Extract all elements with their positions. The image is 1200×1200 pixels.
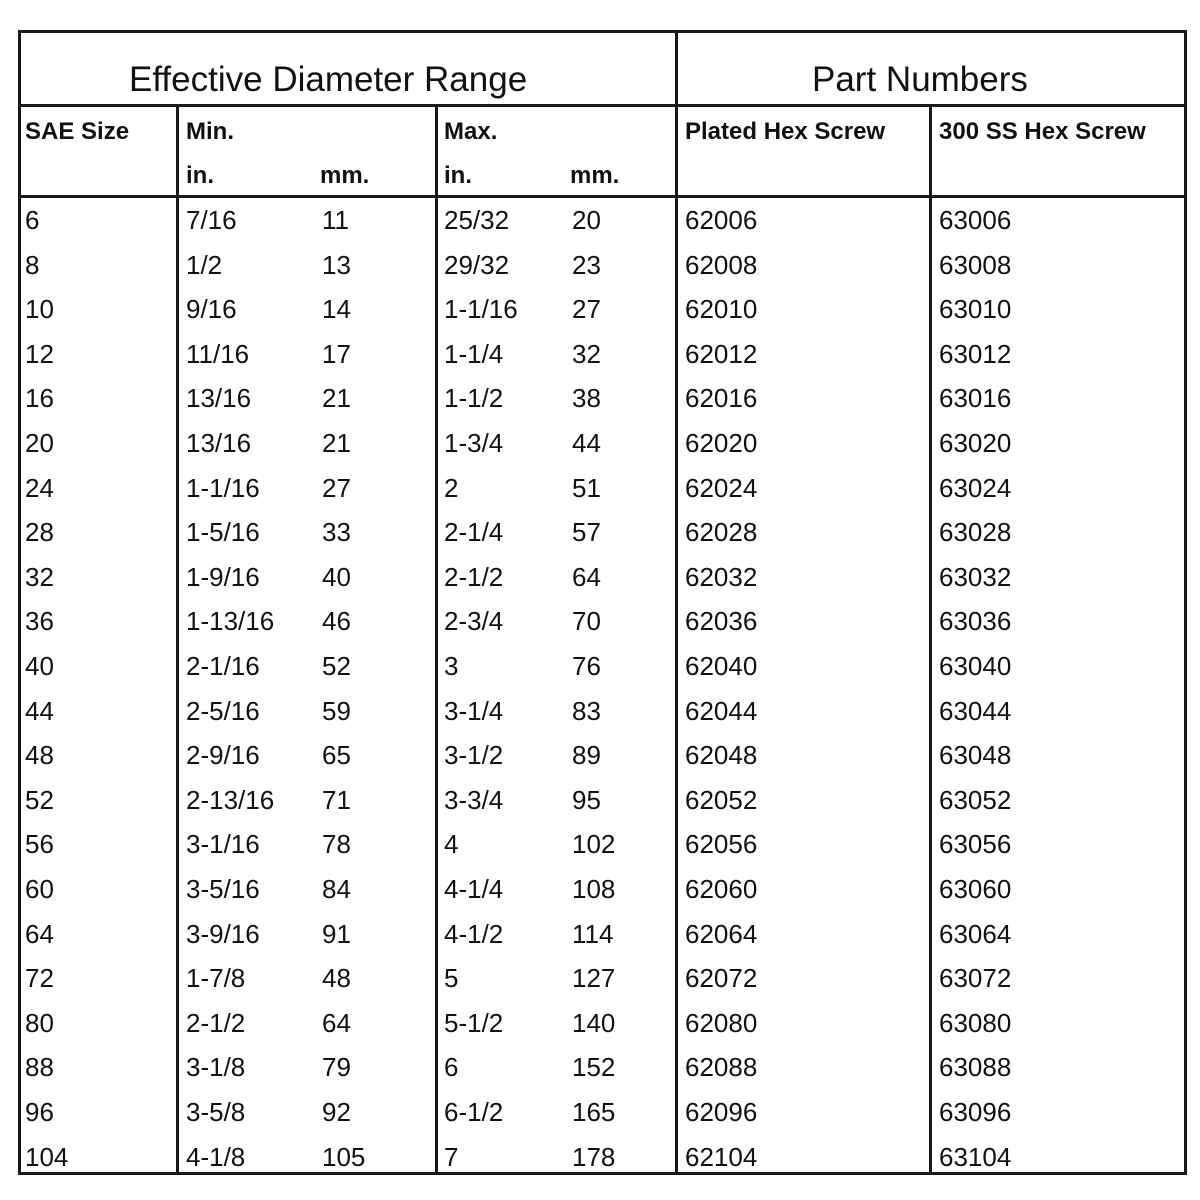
table-cell-min_mm: 14	[322, 294, 351, 325]
table-cell-min_in: 2-5/16	[186, 695, 260, 726]
table-cell-max_in: 1-1/4	[444, 338, 504, 369]
table-cell-min_mm: 84	[322, 874, 351, 904]
table-cell-plated: 62016	[685, 383, 758, 414]
table-cell-min_mm: 71	[322, 784, 351, 815]
table-cell-min_mm: 65	[322, 740, 351, 771]
table-bottom-border	[18, 1172, 1187, 1175]
table-cell-ss: 63016	[939, 383, 1012, 414]
group-header-part-numbers: Part Numbers	[812, 60, 1028, 99]
table-cell-min_mm: 21	[322, 383, 351, 414]
table-cell-min_mm: 46	[322, 606, 351, 637]
table-cell-max_mm: 83	[572, 695, 601, 726]
table-cell-max_mm: 44	[572, 428, 601, 458]
table-cell-min_in: 9/16	[186, 294, 237, 325]
table-cell-sae_size: 40	[25, 651, 54, 681]
table-cell-plated: 62044	[685, 695, 758, 726]
table-cell-sae_size: 104	[25, 1141, 69, 1172]
table-cell-min_in: 2-13/16	[186, 784, 275, 815]
table-cell-plated: 62010	[685, 294, 758, 325]
table-cell-plated: 62032	[685, 561, 758, 592]
table-cell-max_in: 4	[444, 829, 459, 860]
table-cell-min_mm: 48	[322, 963, 351, 994]
table-cell-max_mm: 20	[572, 205, 601, 235]
table-cell-max_mm: 102	[572, 829, 616, 860]
table-cell-max_mm: 89	[572, 740, 601, 771]
table-cell-plated: 62064	[685, 918, 758, 949]
table-cell-plated: 62036	[685, 606, 758, 637]
table-cell-sae_size: 32	[25, 561, 54, 592]
table-cell-ss: 63064	[939, 918, 1012, 949]
table-cell-min_in: 3-1/16	[186, 829, 260, 860]
table-cell-max_mm: 178	[572, 1141, 616, 1172]
table-cell-min_mm: 92	[322, 1097, 351, 1127]
table-cell-plated: 62080	[685, 1007, 758, 1038]
table-cell-plated: 62040	[685, 651, 758, 681]
table-cell-sae_size: 44	[25, 695, 54, 726]
table-cell-max_in: 2-3/4	[444, 606, 504, 637]
table-cell-min_in: 1-9/16	[186, 561, 260, 592]
table-cell-max_mm: 57	[572, 517, 601, 548]
table-cell-ss: 63012	[939, 338, 1012, 369]
table-cell-min_mm: 52	[322, 651, 351, 681]
table-cell-ss: 63056	[939, 829, 1012, 860]
table-cell-max_in: 1-3/4	[444, 428, 504, 458]
column-subheader-max-mm: mm.	[570, 162, 620, 189]
table-cell-plated: 62006	[685, 205, 758, 235]
table-cell-min_in: 1-7/8	[186, 963, 246, 994]
table-cell-max_in: 6-1/2	[444, 1097, 504, 1127]
table-cell-min_in: 3-5/8	[186, 1097, 246, 1127]
table-cell-max_mm: 51	[572, 472, 601, 503]
table-cell-sae_size: 12	[25, 338, 54, 369]
table-cell-max_in: 4-1/2	[444, 918, 504, 949]
table-cell-max_in: 3-3/4	[444, 784, 504, 815]
column-divider-min-max	[435, 106, 438, 1175]
table-cell-min_in: 11/16	[186, 338, 250, 369]
table-cell-ss: 63006	[939, 205, 1012, 235]
table-cell-max_mm: 23	[572, 249, 601, 280]
table-cell-plated: 62072	[685, 963, 758, 994]
table-cell-max_mm: 108	[572, 874, 616, 904]
table-cell-sae_size: 24	[25, 472, 54, 503]
column-subheader-min-mm: mm.	[320, 162, 370, 189]
column-divider-plated-ss	[929, 106, 932, 1175]
table-cell-min_in: 3-5/16	[186, 874, 260, 904]
table-cell-min_in: 13/16	[186, 428, 252, 458]
table-cell-plated: 62008	[685, 249, 758, 280]
table-cell-plated: 62056	[685, 829, 758, 860]
table-cell-max_in: 4-1/4	[444, 874, 504, 904]
table-cell-max_in: 1-1/2	[444, 383, 504, 414]
table-cell-min_mm: 78	[322, 829, 351, 860]
column-divider-sae-min	[176, 106, 179, 1175]
table-cell-max_mm: 165	[572, 1097, 616, 1127]
table-cell-ss: 63048	[939, 740, 1012, 771]
table-cell-ss: 63020	[939, 428, 1012, 458]
group-header-divider	[18, 104, 1187, 107]
table-cell-min_in: 1-1/16	[186, 472, 260, 503]
column-header-divider	[18, 195, 1187, 198]
table-cell-ss: 63008	[939, 249, 1012, 280]
table-cell-plated: 62024	[685, 472, 758, 503]
table-cell-sae_size: 6	[25, 205, 40, 235]
table-cell-ss: 63088	[939, 1052, 1012, 1083]
table-cell-min_in: 2-1/16	[186, 651, 260, 681]
table-cell-ss: 63028	[939, 517, 1012, 548]
table-cell-max_in: 2	[444, 472, 459, 503]
table-cell-min_in: 1/2	[186, 249, 223, 280]
table-cell-max_in: 25/32	[444, 205, 510, 235]
column-header-sae-size: SAE Size	[25, 118, 130, 145]
table-cell-plated: 62020	[685, 428, 758, 458]
table-cell-plated: 62096	[685, 1097, 758, 1127]
column-header-300-ss-hex-screw: 300 SS Hex Screw	[939, 118, 1146, 145]
table-cell-sae_size: 36	[25, 606, 54, 637]
table-cell-sae_size: 88	[25, 1052, 54, 1083]
table-cell-plated: 62088	[685, 1052, 758, 1083]
table-cell-sae_size: 20	[25, 428, 54, 458]
table-cell-plated: 62048	[685, 740, 758, 771]
table-cell-ss: 63032	[939, 561, 1012, 592]
table-cell-ss: 63052	[939, 784, 1012, 815]
table-cell-min_in: 3-1/8	[186, 1052, 246, 1083]
table-cell-max_in: 29/32	[444, 249, 510, 280]
table-cell-max_mm: 114	[572, 918, 614, 949]
table-cell-sae_size: 60	[25, 874, 54, 904]
table-cell-max_in: 5	[444, 963, 459, 994]
table-cell-plated: 62028	[685, 517, 758, 548]
table-cell-min_in: 2-1/2	[186, 1007, 246, 1038]
table-cell-min_mm: 64	[322, 1007, 351, 1038]
table-cell-min_in: 1-13/16	[186, 606, 275, 637]
table-cell-min_in: 4-1/8	[186, 1141, 246, 1172]
table-cell-sae_size: 28	[25, 517, 54, 548]
table-cell-min_mm: 91	[322, 918, 351, 949]
table-cell-max_in: 2-1/2	[444, 561, 504, 592]
table-cell-max_in: 6	[444, 1052, 459, 1083]
table-cell-max_mm: 76	[572, 651, 601, 681]
table-cell-min_mm: 17	[322, 338, 351, 369]
table-cell-min_in: 7/16	[186, 205, 237, 235]
group-divider	[675, 30, 678, 1175]
table-cell-plated: 62104	[685, 1141, 758, 1172]
table-cell-ss: 63104	[939, 1141, 1012, 1172]
table-cell-ss: 63072	[939, 963, 1012, 994]
table-cell-max_mm: 32	[572, 338, 601, 369]
table-cell-ss: 63044	[939, 695, 1012, 726]
table-cell-max_mm: 127	[572, 963, 616, 994]
table-cell-min_mm: 33	[322, 517, 351, 548]
column-header-max: Max.	[444, 118, 498, 145]
table-cell-max_in: 3	[444, 651, 459, 681]
column-header-plated-hex-screw: Plated Hex Screw	[685, 118, 886, 145]
table-cell-max_in: 3-1/2	[444, 740, 504, 771]
table-cell-max_mm: 27	[572, 294, 601, 325]
table-cell-plated: 62012	[685, 338, 758, 369]
table-cell-sae_size: 64	[25, 918, 54, 949]
table-cell-max_in: 1-1/16	[444, 294, 518, 325]
table-left-border	[18, 30, 21, 1175]
table-cell-max_in: 3-1/4	[444, 695, 504, 726]
table-cell-max_in: 5-1/2	[444, 1007, 504, 1038]
table-cell-max_mm: 152	[572, 1052, 616, 1083]
table-cell-min_mm: 59	[322, 695, 351, 726]
table-cell-plated: 62052	[685, 784, 758, 815]
table-cell-max_mm: 70	[572, 606, 601, 637]
table-cell-sae_size: 72	[25, 963, 54, 994]
table-cell-max_in: 7	[444, 1141, 459, 1172]
table-cell-ss: 63010	[939, 294, 1012, 325]
table-cell-min_in: 1-5/16	[186, 517, 260, 548]
table-cell-sae_size: 48	[25, 740, 54, 771]
table-cell-sae_size: 80	[25, 1007, 54, 1038]
table-right-border	[1184, 30, 1187, 1175]
table-cell-sae_size: 10	[25, 294, 54, 325]
group-header-effective-diameter-range: Effective Diameter Range	[129, 60, 528, 99]
table-cell-min_mm: 27	[322, 472, 351, 503]
table-cell-plated: 62060	[685, 874, 758, 904]
table-cell-ss: 63036	[939, 606, 1012, 637]
table-cell-min_mm: 105	[322, 1141, 366, 1172]
table-top-border	[18, 30, 1187, 33]
table-cell-sae_size: 16	[25, 383, 54, 414]
table-cell-ss: 63024	[939, 472, 1012, 503]
table-cell-ss: 63080	[939, 1007, 1012, 1038]
column-subheader-max-in: in.	[444, 162, 472, 189]
table-cell-min_mm: 11	[322, 205, 349, 235]
table-cell-ss: 63040	[939, 651, 1012, 681]
table-cell-min_in: 13/16	[186, 383, 252, 414]
column-header-min: Min.	[186, 118, 234, 145]
column-subheader-min-in: in.	[186, 162, 214, 189]
table-cell-min_in: 3-9/16	[186, 918, 260, 949]
table-cell-min_mm: 21	[322, 428, 351, 458]
table-cell-ss: 63060	[939, 874, 1012, 904]
table-cell-sae_size: 56	[25, 829, 54, 860]
table-cell-min_mm: 79	[322, 1052, 351, 1083]
table-cell-min_mm: 13	[322, 249, 351, 280]
table-cell-sae_size: 8	[25, 249, 40, 280]
table-cell-ss: 63096	[939, 1097, 1012, 1127]
table-cell-max_mm: 95	[572, 784, 601, 815]
table-cell-sae_size: 96	[25, 1097, 54, 1127]
table-cell-max_mm: 64	[572, 561, 601, 592]
table-cell-max_mm: 140	[572, 1007, 616, 1038]
table-cell-max_in: 2-1/4	[444, 517, 504, 548]
table-cell-max_mm: 38	[572, 383, 601, 414]
table-cell-min_mm: 40	[322, 561, 351, 592]
table-cell-min_in: 2-9/16	[186, 740, 260, 771]
table-cell-sae_size: 52	[25, 784, 54, 815]
